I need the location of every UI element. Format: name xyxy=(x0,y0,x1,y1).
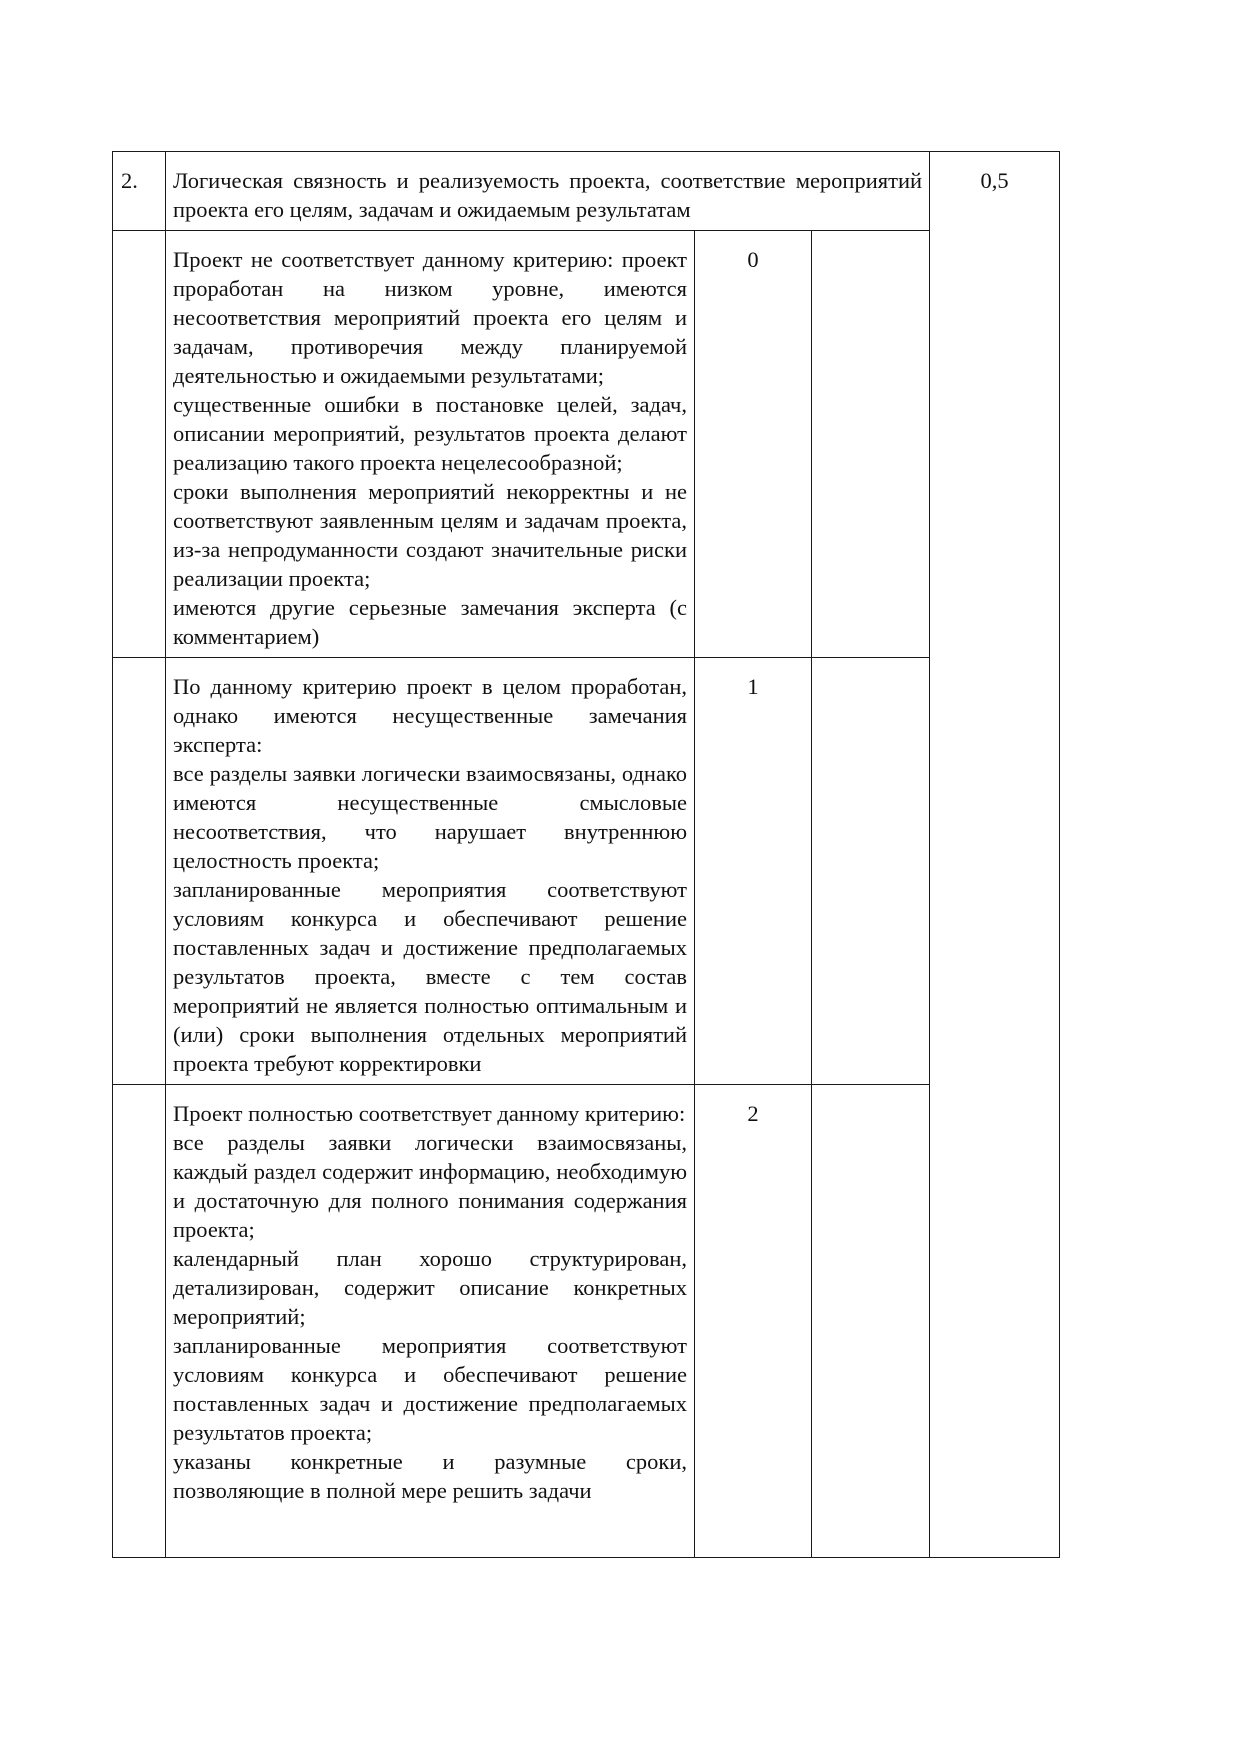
empty-number-cell xyxy=(113,1085,166,1558)
criteria-table xyxy=(112,151,1060,1558)
level-paragraph: существенные ошибки в постановке целей, задач, описании мероприятий, результатов проекта делают реализацию такого проекта нецелесообразной; xyxy=(173,392,687,475)
level-paragraph: По данному критерию проект в целом проработан, однако имеются несущественные замечания эксперта: xyxy=(173,674,687,757)
level-score: 1 xyxy=(695,658,812,1085)
level-score: 2 xyxy=(695,1085,812,1558)
level-paragraph: имеются другие серьезные замечания эксперта (с комментарием) xyxy=(173,595,687,649)
level-paragraph: сроки выполнения мероприятий некорректны и не соответствуют заявленным целям и задачам проекта, из-за непродуманности создают значительные риски реализации проекта; xyxy=(173,479,687,591)
level-score: 0 xyxy=(695,231,812,658)
criterion-title: Логическая связность и реализуемость проекта, соответствие мероприятий проекта его целям, задачам и ожидаемым результатам xyxy=(173,168,923,222)
criterion-header-row xyxy=(113,152,1060,231)
criterion-weight: 0,5 xyxy=(930,152,1060,1558)
empty-number-cell xyxy=(113,658,166,1085)
criterion-title-cell xyxy=(166,152,930,231)
level-paragraph: Проект полностью соответствует данному критерию: xyxy=(173,1101,686,1126)
empty-number-cell xyxy=(113,231,166,658)
criterion-number: 2. xyxy=(113,152,166,231)
level-paragraph: указаны конкретные и разумные сроки, позволяющие в полной мере решить задачи xyxy=(173,1449,687,1503)
expert-score-cell xyxy=(812,1085,930,1558)
level-paragraph: Проект не соответствует данному критерию: проект проработан на низком уровне, имеются несоответствия мероприятий проекта его целям и задачам, противоречия между планируемой деятельностью и ожидаемыми результатами; xyxy=(173,247,687,388)
expert-score-cell xyxy=(812,658,930,1085)
level-paragraph: все разделы заявки логически взаимосвязаны, однако имеются несущественные смысловые несоответствия, что нарушает внутреннюю целостность проекта; xyxy=(173,761,687,873)
level-row-2 xyxy=(113,1085,1060,1558)
level-paragraph: календарный план хорошо структурирован, детализирован, содержит описание конкретных мероприятий; xyxy=(173,1246,687,1329)
level-description xyxy=(166,231,695,658)
level-paragraph: запланированные мероприятия соответствуют условиям конкурса и обеспечивают решение поставленных задач и достижение предполагаемых результатов проекта, вместе с тем состав мероприятий не является полностью оптимальным и (или) сроки выполнения отдельных мероприятий проекта требуют корректировки xyxy=(173,877,687,1076)
level-paragraph: все разделы заявки логически взаимосвязаны, каждый раздел содержит информацию, необходимую и достаточную для полного понимания содержания проекта; xyxy=(173,1130,687,1242)
level-description xyxy=(166,1085,695,1558)
level-paragraph: запланированные мероприятия соответствуют условиям конкурса и обеспечивают решение поставленных задач и достижение предполагаемых результатов проекта; xyxy=(173,1333,687,1445)
level-description xyxy=(166,658,695,1085)
level-row-1 xyxy=(113,658,1060,1085)
level-row-0 xyxy=(113,231,1060,658)
expert-score-cell xyxy=(812,231,930,658)
